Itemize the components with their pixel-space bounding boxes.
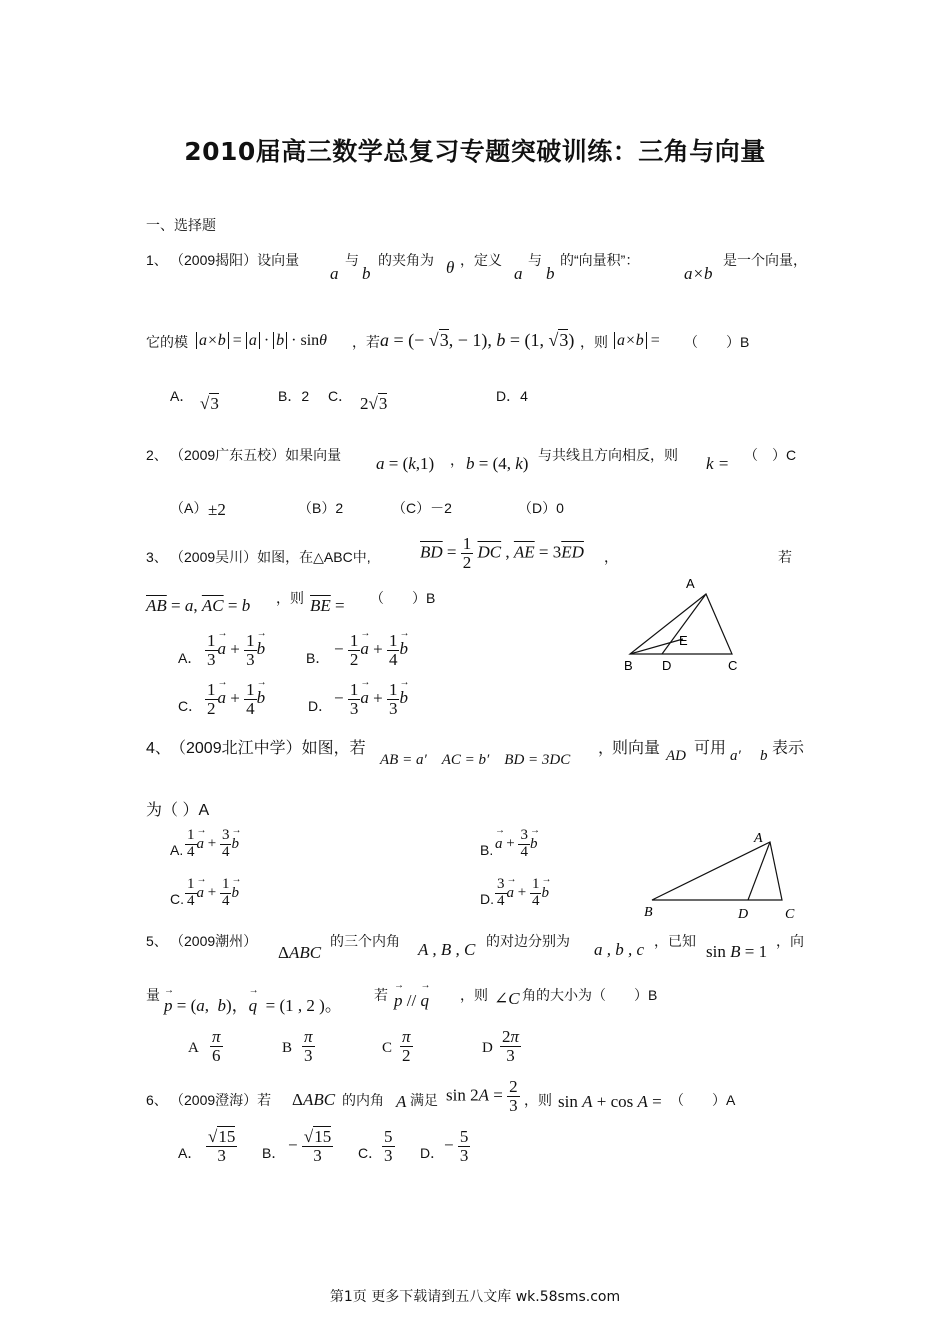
q4-label-b: B: [644, 905, 653, 920]
q6-option-b: B．: [262, 1145, 286, 1161]
q5-option-d: D: [482, 1040, 493, 1056]
q1-question-formula: a×b =: [614, 332, 660, 350]
q2-vector-b: b = (4, k): [466, 454, 529, 473]
q1-answer: （ ）B: [684, 334, 750, 350]
q2-option-d: （D）0: [518, 500, 564, 516]
q3-label-b: B: [624, 658, 633, 673]
q6-option-a: A．: [178, 1145, 202, 1161]
q3-number: 3、: [146, 549, 168, 565]
q4-label-c: C: [785, 907, 795, 922]
q6-option-d-value: − $\frac{5}{3}$: [444, 1127, 469, 1165]
q4-option-b-value: → a + $\frac{3}{4}$ → b: [495, 828, 537, 861]
q3-option-c-value: $\frac{1}{2}$ → a + $\frac{1}{4}$ → b: [205, 681, 265, 718]
q3-answer: （ ）B: [370, 590, 436, 606]
q1-var-b: b: [546, 264, 555, 283]
q4-label-d: D: [738, 907, 749, 922]
q2-text: 与共线且方向相反，则: [538, 447, 678, 463]
q3-text: ，则: [276, 590, 304, 606]
q4-option-a: A.: [170, 842, 184, 858]
q4-a-prime: a′: [730, 748, 741, 764]
q3-label-e: E: [679, 633, 688, 648]
q3-option-a-value: $\frac{1}{3}$ → a + $\frac{1}{3}$ → b: [205, 632, 265, 669]
q4-option-a-value: $\frac{1}{4}$ → a + $\frac{3}{4}$ → b: [185, 828, 239, 861]
q2-option-a: （A）: [170, 500, 208, 516]
q6-text: 满足: [410, 1092, 438, 1108]
q3-option-d-value: − $\frac{1}{3}$ → a + $\frac{1}{3}$ → b: [334, 681, 408, 718]
q6-text: 的内角: [342, 1092, 384, 1108]
q2-vector-a: a = (k,1): [376, 454, 435, 473]
q1-option-d: D．4: [496, 388, 528, 404]
q5-vectors: → p = (a, b)，→ q = (1 , 2 )。: [164, 991, 342, 1016]
q2-k: k =: [706, 454, 730, 473]
q4-option-b: B.: [480, 842, 494, 858]
q4-b: b: [760, 748, 768, 764]
section-heading: 一、选择题: [146, 217, 216, 233]
q4-option-d-value: $\frac{3}{4}$ → a + $\frac{1}{4}$ → b: [495, 877, 549, 910]
page-footer: 第1页 更多下载请到五八文库 wk.58sms.com: [329, 1289, 621, 1305]
q1-source: （2009揭阳）设向量: [170, 252, 300, 268]
q3-option-c: C．: [178, 698, 203, 714]
q1-theta: θ: [446, 258, 455, 277]
q6-option-c: C．: [358, 1145, 383, 1161]
q1-cross: a×b: [684, 264, 713, 283]
q1-text: 是一个向量，: [723, 252, 807, 268]
q4-given: AB = a′ AC = b′ BD = 3DC: [380, 752, 571, 768]
q1-option-a: A．: [170, 388, 194, 404]
q5-angle-c: ∠C: [494, 989, 520, 1008]
q6-text: ，则: [524, 1092, 552, 1108]
q4-text: 表示: [772, 740, 805, 757]
q6-condition: sin 2A = $\frac{2}{3}$: [446, 1077, 518, 1115]
q5-answer: 角的大小为（ ）B: [522, 987, 658, 1003]
q2-answer: （ ）C: [744, 447, 797, 463]
q6-option-c-value: $\frac{5}{3}$: [384, 1127, 393, 1165]
q6-triangle: ΔABC: [292, 1090, 336, 1109]
q5-text: ，则: [460, 987, 488, 1003]
q1-var-a: a: [330, 264, 339, 283]
q4-option-d: D.: [480, 891, 494, 907]
q2-option-c: （C）－2: [392, 500, 452, 516]
q5-text: 量: [146, 987, 160, 1003]
q1-option-a-value: √3: [200, 394, 219, 413]
q5-option-b: B: [282, 1040, 293, 1056]
q3-label-c: C: [728, 658, 738, 673]
q6-target: sin A + cos A =: [558, 1092, 662, 1111]
q5-angles: A , B , C: [418, 940, 476, 959]
q3-given: $\overline{AB} = a$, $\overline{AC} = b$: [146, 596, 251, 615]
q1-text: ，定义: [460, 252, 502, 268]
q4-label-a: A: [754, 831, 763, 846]
q1-var-a: a: [514, 264, 523, 283]
q5-text: 的三个内角: [330, 933, 400, 949]
q1-vectors: a = (− √3, − 1), b = (1, √3): [380, 330, 575, 350]
q1-option-b: B．2: [278, 388, 310, 404]
q4-comma: ，: [598, 740, 615, 757]
q5-text: 的对边分别为: [486, 933, 570, 949]
q6-option-d: D．: [420, 1145, 445, 1161]
q1-var-b: b: [362, 264, 371, 283]
q4-text: 则向量: [612, 740, 661, 757]
q5-sides: a , b , c: [594, 940, 645, 959]
q3-condition: $\overline{BD}$ = $\frac{1}{2}$ $\overline{DC}$ , $\overline{AE} = 3\overline{ED}$: [420, 534, 584, 572]
q4-ad: AD: [666, 748, 686, 764]
q1-norm-formula: a×b = a · b · sinθ: [196, 332, 327, 350]
q2-option-b: （B）2: [298, 500, 344, 516]
q5-text: 若: [374, 987, 388, 1003]
q5-sinb: sin B = 1: [706, 942, 768, 961]
q6-source: （2009澄海）若: [170, 1092, 272, 1108]
q6-option-a-value: $\frac{√15}{3}$: [208, 1127, 236, 1165]
q1-number: 1、: [146, 252, 168, 268]
q1-text: ，若: [352, 334, 380, 350]
q5-option-a: A: [188, 1040, 199, 1056]
q5-number: 5、: [146, 933, 168, 949]
q1-text: 的夹角为: [378, 252, 434, 268]
q4-triangle-figure: [640, 822, 800, 922]
q5-text: ，已知: [654, 933, 696, 949]
q2-source: （2009广东五校）如果向量: [170, 447, 342, 463]
q2-comma: ，: [450, 452, 464, 468]
q5-triangle: ΔABC: [278, 943, 322, 962]
q4-source: （2009北江中学）如图，若: [170, 740, 366, 757]
q5-source: （2009潮州）: [170, 933, 258, 949]
q4-number: 4、: [146, 740, 171, 757]
q3-option-b: B．: [306, 650, 330, 666]
q1-text: 的“向量积”：: [560, 252, 640, 268]
q4-answer: 为（ ）A: [146, 802, 210, 819]
q6-number: 6、: [146, 1092, 168, 1108]
q3-option-a: A．: [178, 650, 202, 666]
q5-option-c-value: $\frac{\pi}{2}$: [402, 1027, 411, 1065]
document-title: 2010届高三数学总复习专题突破训练：三角与向量: [184, 137, 766, 166]
q3-triangle-figure: [610, 572, 750, 677]
q3-comma: ，: [604, 549, 618, 565]
q1-text: 它的模: [146, 334, 188, 350]
q3-label-d: D: [662, 658, 672, 673]
q3-target: $\overline{BE}$ =: [310, 596, 345, 615]
q6-option-b-value: − $\frac{√15}{3}$: [288, 1127, 332, 1165]
q5-option-d-value: $\frac{2\pi}{3}$: [502, 1027, 520, 1065]
q1-text: 与: [345, 252, 359, 268]
q3-text: 若: [778, 549, 792, 565]
q4-option-c: C.: [170, 891, 184, 907]
q3-option-d: D．: [308, 698, 333, 714]
q3-source: （2009吴川）如图，在△ABC中,: [170, 549, 371, 565]
q1-option-c-value: 2√3: [360, 394, 388, 413]
q4-text: 可用: [694, 740, 727, 757]
q5-option-b-value: $\frac{\pi}{3}$: [304, 1027, 313, 1065]
q1-text: ，则: [580, 334, 608, 350]
q2-option-a-value: ±2: [208, 500, 226, 519]
q3-option-b-value: − $\frac{1}{2}$ → a + $\frac{1}{4}$ → b: [334, 632, 408, 669]
q5-option-c: C: [382, 1040, 393, 1056]
q2-number: 2、: [146, 447, 168, 463]
q6-answer: （ ）A: [670, 1092, 736, 1108]
q1-text: 与: [528, 252, 542, 268]
q5-option-a-value: $\frac{\pi}{6}$: [212, 1027, 221, 1065]
q6-angle-a: A: [396, 1092, 407, 1111]
q4-option-c-value: $\frac{1}{4}$ → a + $\frac{1}{4}$ → b: [185, 877, 239, 910]
q5-text: ，向: [776, 933, 804, 949]
q5-parallel: → p // → q: [394, 991, 429, 1011]
q3-label-a: A: [686, 576, 695, 591]
q1-option-c: C．: [328, 388, 353, 404]
